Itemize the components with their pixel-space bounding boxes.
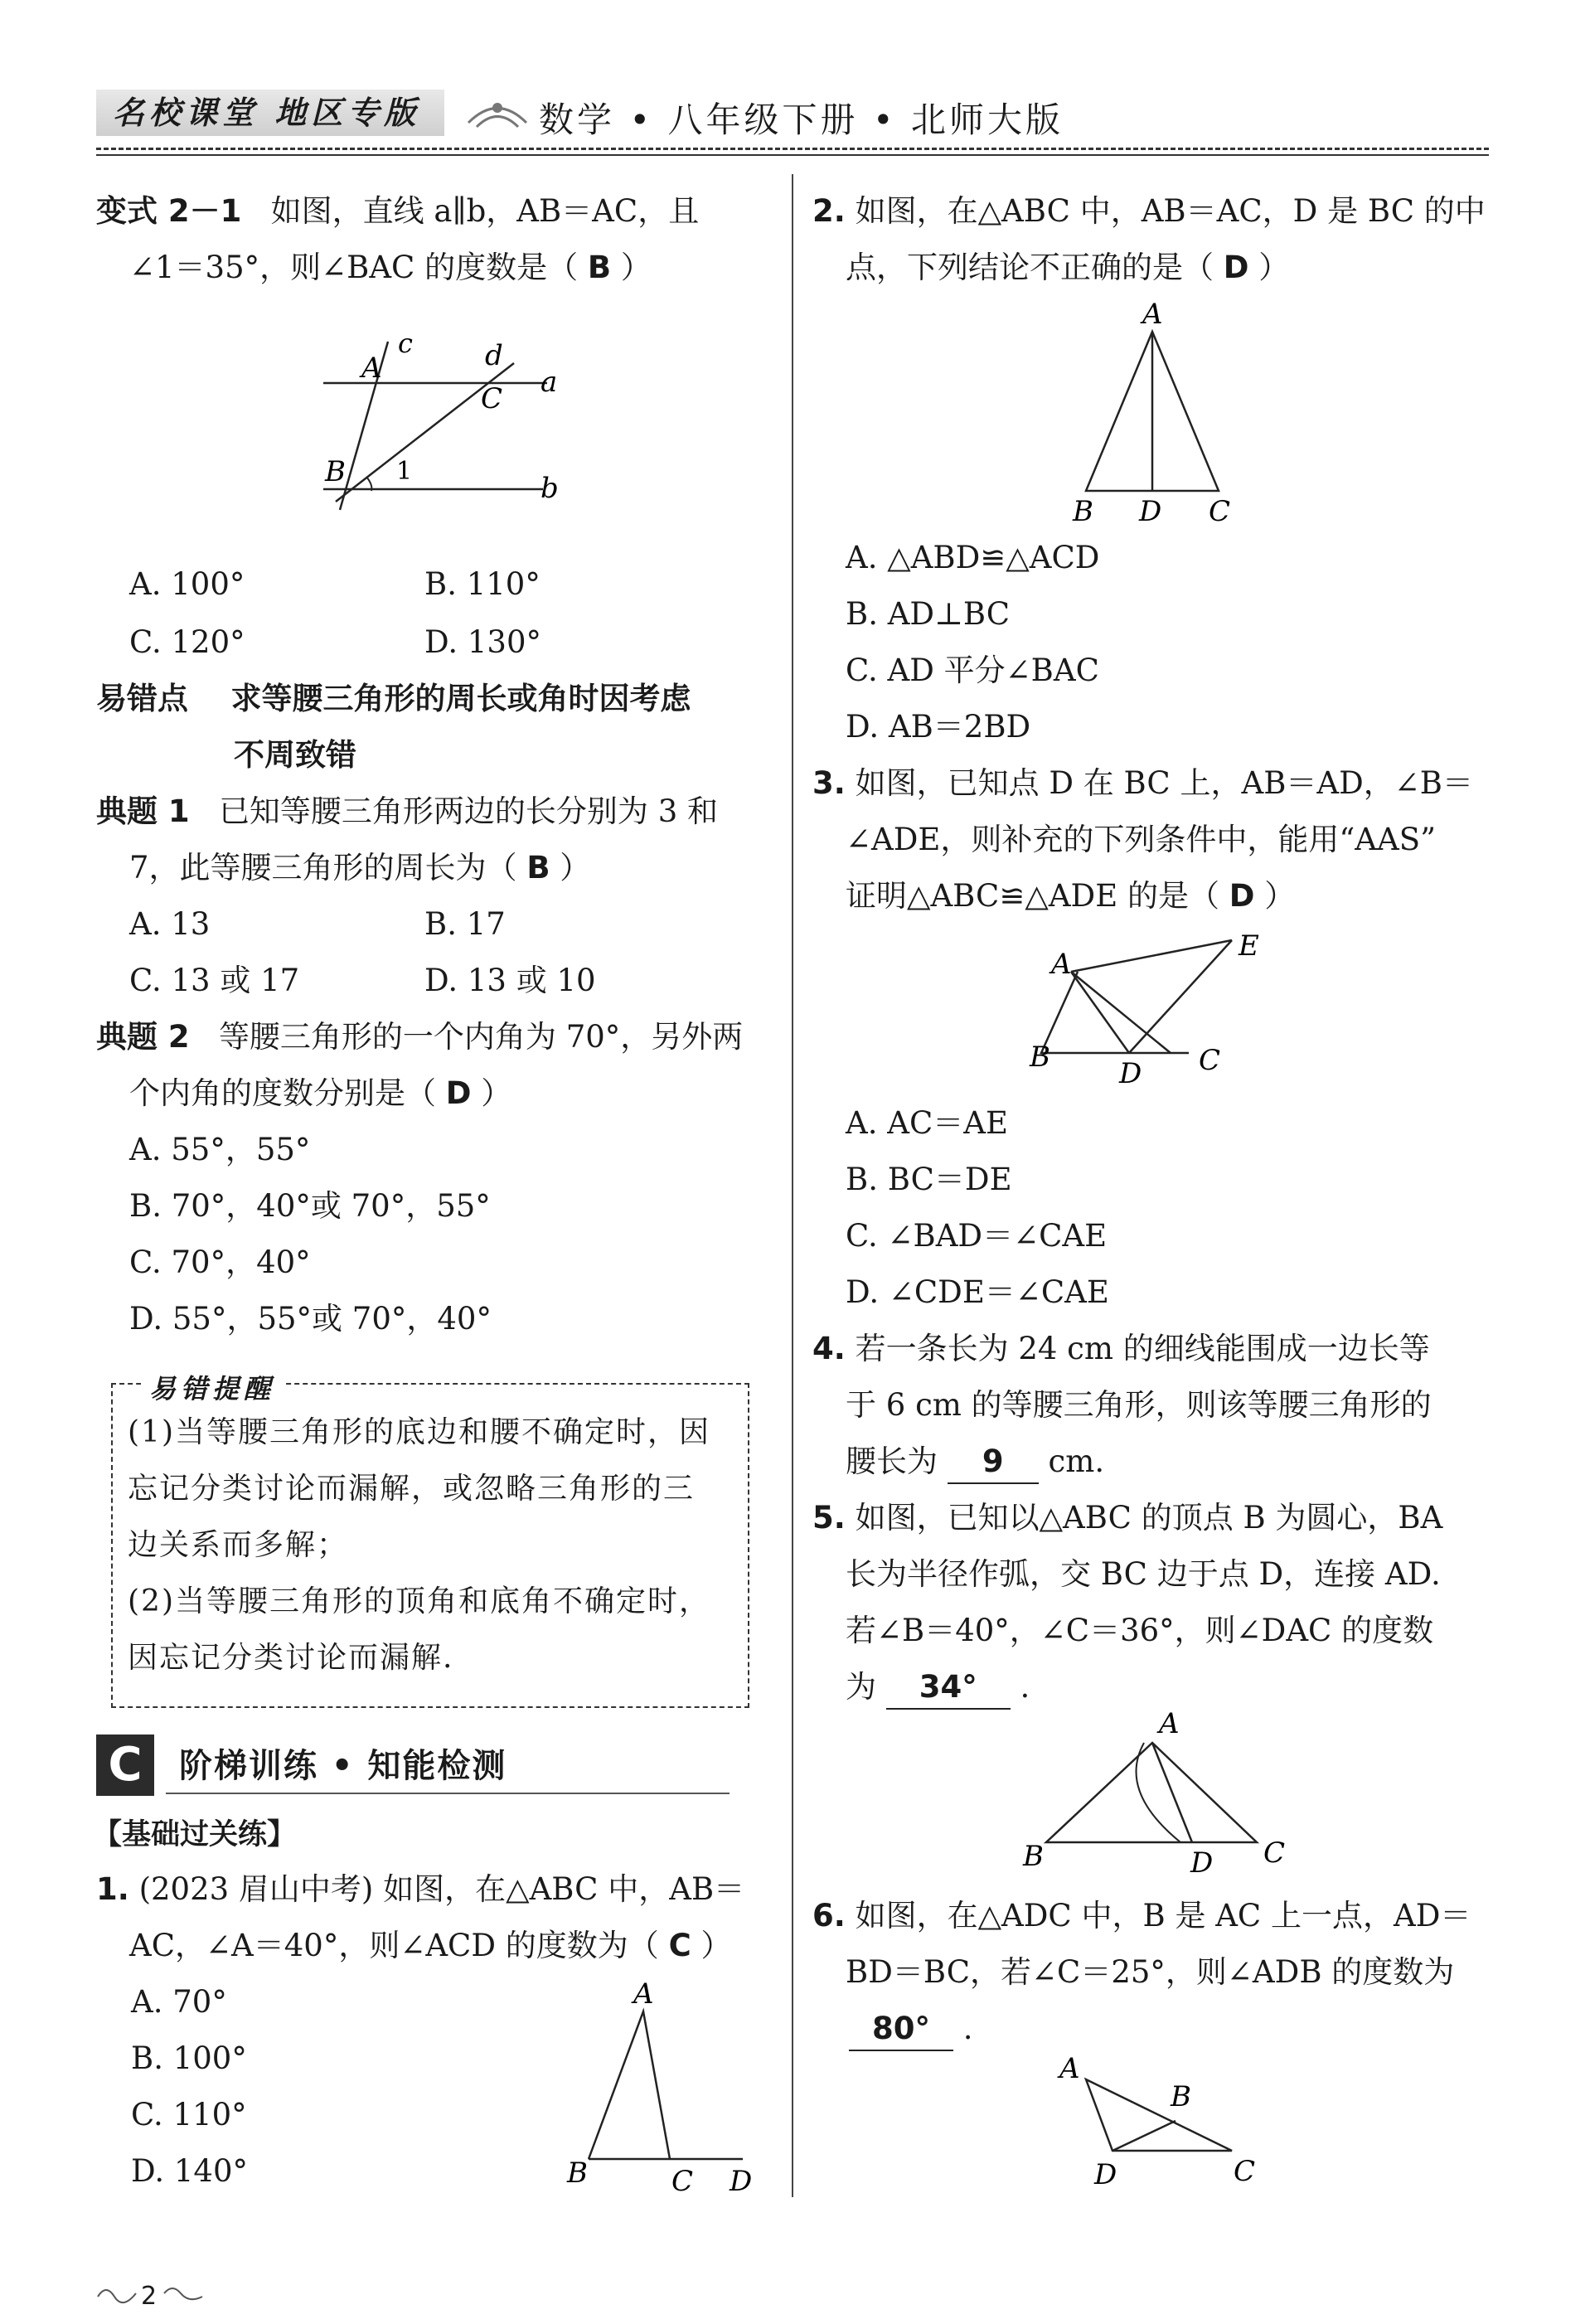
q2-option-a: A. △ABD≌△ACD [846,540,1100,575]
q4-line3 [846,1441,1104,1484]
page-number: 2 [141,2282,158,2311]
fig-q3-label-C: C [1199,1044,1221,1077]
fig-q3-label-D: D [1119,1057,1142,1090]
q2-text2-post: ） [1258,250,1290,285]
q6-text3-post: . [962,2011,973,2046]
fig-q3-label-A: A [1051,948,1072,981]
figure-q2-triangle [1069,298,1268,531]
q4-answer: 9 [948,1441,1039,1484]
q5-line3: 若∠B＝40°，∠C＝36°，则∠DAC 的度数 [846,1613,1434,1648]
q2-line2 [846,247,1289,289]
header-ornament-icon [464,90,531,139]
q2-line1 [812,191,1486,232]
fig-q1-label-C: C [671,2165,694,2198]
example2-option-d: D. 55°，55°或 70°，40° [129,1301,492,1337]
example1-option-b: B. 17 [424,906,506,942]
fig-q2-label-D: D [1139,495,1162,528]
fig-var-label-1: 1 [396,457,413,486]
figure-q5-triangle [1020,1707,1302,1880]
example1-option-d: D. 13 或 10 [424,963,596,998]
fig-q5-label-D: D [1190,1846,1214,1880]
header-subject: 数学 • 八年级下册 • 北师大版 [539,99,1064,140]
variant-text2: ∠1＝35°，则∠BAC 的度数是（ [129,250,579,285]
q3-option-c: C. ∠BAD＝∠CAE [846,1218,1108,1254]
q6-text1: 如图，在△ADC 中，B 是 AC 上一点，AD＝ [855,1898,1471,1933]
example1-option-a: A. 13 [129,906,211,942]
pitfall-line2: 不周致错 [234,737,356,773]
example1-answer: B [526,850,550,885]
header-rule-solid [96,154,1489,156]
q2-text2: 点，下列结论不正确的是（ [846,250,1214,285]
q4-line2: 于 6 cm 的等腰三角形，则该等腰三角形的 [846,1387,1432,1423]
figure-q3-triangles [1030,929,1302,1094]
variant-label: 变式 2－1 [96,193,242,229]
q3-line3 [846,876,1295,917]
pitfall-line1 [96,678,691,720]
example2-line2 [129,1073,511,1114]
q3-text3-post: ） [1264,878,1296,914]
header-rule [96,148,1489,150]
variant-text2-post: ） [620,250,652,285]
tip-line-1: (1)当等腰三角形的底边和腰不确定时，因 [128,1415,710,1449]
q3-number: 3. [812,765,846,801]
example1-text2: 7，此等腰三角形的周长为（ [129,850,517,885]
fig-var-label-A: A [361,352,382,385]
q1-option-d: D. 140° [131,2153,248,2189]
q6-answer: 80° [849,2008,953,2051]
q6-number: 6. [812,1898,846,1933]
q5-answer: 34° [886,1667,1011,1710]
q2-option-b: B. AD⊥BC [846,596,1011,632]
page-ornament-icon [96,2280,138,2305]
q3-option-b: B. BC＝DE [846,1162,1012,1197]
fig-var-label-C: C [481,382,503,415]
fig-q5-label-A: A [1159,1707,1180,1740]
example2-label: 典题 2 [96,1019,190,1055]
fig-var-label-B: B [325,455,346,488]
q1-number: 1. [96,1871,129,1907]
example1-text1: 已知等腰三角形两边的长分别为 3 和 [218,793,718,829]
tip-title: 易错提醒 [141,1368,284,1406]
q4-number: 4. [812,1331,846,1366]
pitfall-label: 易错点 [96,681,188,716]
q4-text3-post: cm. [1048,1443,1105,1479]
q6-line3 [849,2008,973,2051]
q3-text3: 证明△ABC≌△ADE 的是（ [846,878,1219,914]
example2-text2: 个内角的度数分别是（ [129,1075,436,1111]
section-badge: C [96,1735,154,1796]
fig-q5-label-C: C [1263,1836,1286,1870]
page-ornament-icon-right [162,2280,204,2305]
q1-line1 [96,1869,744,1910]
q2-text1: 如图，在△ABC 中，AB＝AC，D 是 BC 的中 [855,193,1486,229]
q1-text2-post: ） [700,1928,732,1963]
tip-line-2: 忘记分类讨论而漏解，或忽略三角形的三 [128,1472,696,1506]
q1-option-c: C. 110° [131,2097,247,2132]
fig-var-label-a: a [541,366,558,399]
q5-text1: 如图，已知以△ABC 的顶点 B 为圆心，BA [855,1500,1443,1536]
q3-line2: ∠ADE，则补充的下列条件中，能用“AAS” [846,822,1437,857]
example1-line2 [129,847,590,889]
fig-q6-label-D: D [1094,2158,1117,2191]
section-title: 阶梯训练 • 知能检测 [179,1747,507,1785]
q4-text1: 若一条长为 24 cm 的细线能围成一边长等 [855,1331,1430,1366]
fig-q2-label-A: A [1142,298,1163,331]
fig-var-label-c: c [398,327,413,359]
example2-option-a: A. 55°，55° [129,1132,311,1167]
q5-text4: 为 [846,1669,876,1705]
q3-text1: 如图，已知点 D 在 BC 上，AB＝AD，∠B＝ [855,765,1473,801]
q5-line2: 长为半径作弧，交 BC 边于点 D，连接 AD. [846,1556,1441,1592]
q1-text1: (2023 眉山中考) 如图，在△ABC 中，AB＝ [138,1871,745,1907]
fig-q1-label-D: D [730,2165,753,2198]
q5-number: 5. [812,1500,846,1536]
figure-q6-triangle [1045,2048,1285,2197]
example1-line1 [96,791,718,832]
variant-line2 [129,247,652,289]
fig-q2-label-C: C [1209,495,1231,528]
figure-q1-triangle [555,1973,771,2214]
example1-label: 典题 1 [96,793,190,829]
example2-option-c: C. 70°，40° [129,1244,311,1280]
tip-line-3: 边关系而多解； [128,1528,349,1562]
q6-line1 [812,1895,1471,1937]
q5-line1 [812,1497,1442,1539]
example2-option-b: B. 70°，40°或 70°，55° [129,1188,491,1224]
fig-q6-label-A: A [1059,2052,1080,2085]
q2-option-d: D. AB＝2BD [846,709,1031,745]
example1-text2-post: ） [560,850,591,885]
variant-answer: B [587,250,612,285]
example2-answer: D [445,1075,472,1111]
figure-parallel-lines [315,323,580,514]
pitfall-text1: 求等腰三角形的周长或角时因考虑 [230,681,691,716]
fig-q1-label-A: A [633,1977,654,2011]
example2-text2-post: ） [481,1075,512,1111]
q1-text2: AC，∠A＝40°，则∠ACD 的度数为（ [129,1928,659,1963]
fig-var-label-b: b [541,472,559,505]
q5-line4 [846,1667,1030,1710]
variant-line1 [96,191,699,232]
example2-line1 [96,1016,743,1058]
q3-line1 [812,763,1473,804]
variant-option-d: D. 130° [424,624,541,660]
q4-line1 [812,1328,1430,1370]
fig-q3-label-E: E [1239,929,1259,963]
q1-option-b: B. 100° [131,2040,247,2076]
fig-var-label-d: d [485,339,503,372]
example2-text1: 等腰三角形的一个内角为 70°，另外两 [218,1019,744,1055]
q3-answer: D [1229,878,1255,914]
q3-option-a: A. AC＝AE [846,1105,1009,1141]
variant-option-a: A. 100° [129,566,245,602]
variant-option-b: B. 110° [424,566,541,602]
fig-q6-label-C: C [1234,2155,1256,2188]
tip-line-4: (2)当等腰三角形的顶角和底角不确定时， [128,1584,710,1618]
column-divider [792,174,793,2197]
q1-answer: C [668,1928,691,1963]
q6-line2: BD＝BC，若∠C＝25°，则∠ADB 的度数为 [846,1954,1455,1990]
fig-q2-label-B: B [1073,495,1093,528]
q5-text4-post: . [1020,1669,1030,1705]
q2-option-c: C. AD 平分∠BAC [846,653,1099,688]
q2-number: 2. [812,193,846,229]
fig-q3-label-B: B [1030,1041,1050,1074]
header-brand: 名校课堂 地区专版 [96,90,444,136]
q4-text3: 腰长为 [846,1443,938,1479]
variant-text1: 如图，直线 a∥b，AB＝AC，且 [270,193,700,229]
tip-line-5: 因忘记分类讨论而漏解. [128,1641,454,1675]
section-rule [166,1793,730,1794]
q1-option-a: A. 70° [131,1984,227,2020]
section-subtitle: 【基础过关练】 [93,1818,297,1851]
fig-q6-label-B: B [1171,2080,1191,2113]
q1-line2 [129,1925,731,1967]
fig-q5-label-B: B [1023,1840,1044,1873]
q3-option-d: D. ∠CDE＝∠CAE [846,1274,1109,1310]
fig-q1-label-B: B [567,2157,588,2190]
variant-option-c: C. 120° [129,624,245,660]
example1-option-c: C. 13 或 17 [129,963,300,998]
q2-answer: D [1223,250,1249,285]
